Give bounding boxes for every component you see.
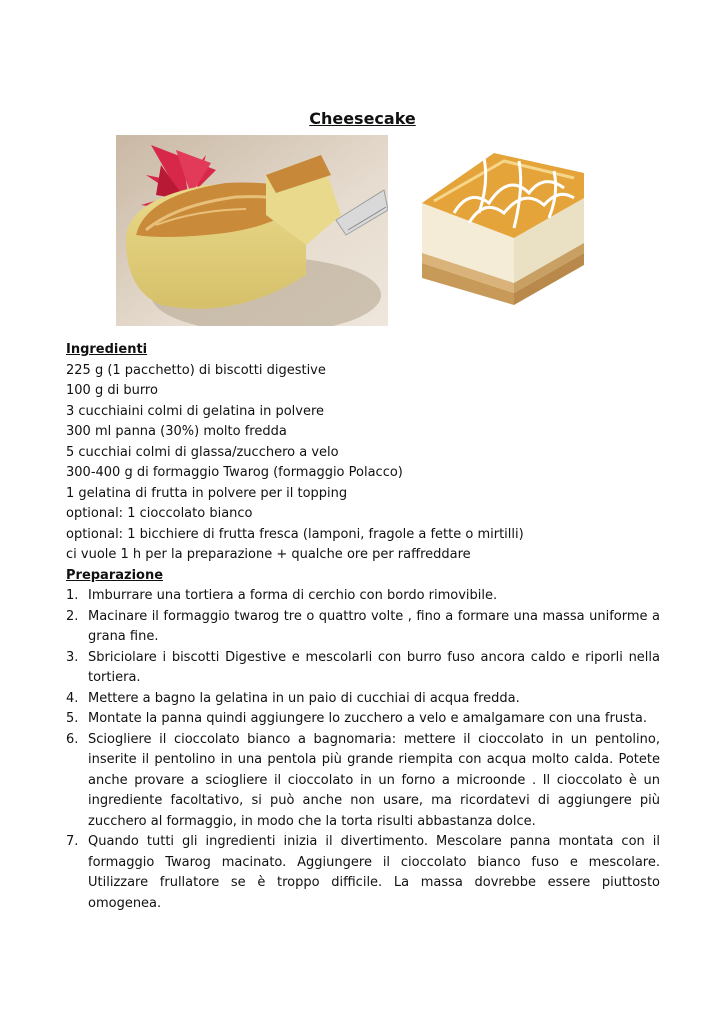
- step-item: [66, 832, 660, 914]
- ingredient-item: optional: 1 cioccolato bianco: [66, 506, 253, 521]
- step-item: [66, 730, 660, 833]
- ingredient-item: 300 ml panna (30%) molto fredda: [66, 424, 287, 439]
- ingredient-item: 100 g di burro: [66, 383, 158, 398]
- cheesecake-photo-slice: [414, 143, 592, 307]
- ingredients-list: [66, 361, 660, 566]
- step-number: 1.: [66, 588, 79, 603]
- step-number: 2.: [66, 608, 79, 624]
- ingredient-item: 225 g (1 pacchetto) di biscotti digestive: [66, 362, 326, 378]
- step-text: Macinare il formaggio twarog tre o quattro volte , fino a formare una massa uniforme a grana fine.: [88, 608, 660, 644]
- ingredients-heading: Ingredienti: [66, 342, 148, 357]
- step-number: 5.: [66, 711, 79, 726]
- ingredient-item: 3 cucchiaini colmi di gelatina in polvere: [66, 403, 325, 419]
- step-item: [66, 709, 660, 730]
- step-text: Quando tutti gli ingredienti inizia il divertimento. Mescolare panna montata con il formaggio Twarog macinato. Aggiungere il cioccolato bianco fuso e mescolare. Utilizzare frullatore se è troppo difficile. La massa dovrebbe essere piuttosto omogenea.: [88, 834, 660, 911]
- cheesecake-photo-whole: [116, 135, 388, 326]
- step-number: 4.: [66, 690, 79, 706]
- step-text: Sbriciolare i biscotti Digestive e mescolarli con burro fuso ancora caldo e riporli nella tortiera.: [88, 649, 660, 685]
- step-item: [66, 648, 660, 689]
- ingredient-item: 1 gelatina di frutta in polvere per il topping: [66, 485, 348, 501]
- step-number: 6.: [66, 731, 79, 747]
- step-text: Imburrare una tortiera a forma di cerchio con bordo rimovibile.: [88, 588, 498, 603]
- ingredient-item: ci vuole 1 h per la preparazione + qualche ore per raffreddare: [66, 547, 471, 562]
- step-text: Mettere a bagno la gelatina in un paio di cucchiai di acqua fredda.: [88, 690, 520, 706]
- step-item: [66, 689, 660, 710]
- preparation-steps: [66, 586, 660, 914]
- step-number: 7.: [66, 834, 79, 849]
- page-title: Cheesecake: [309, 109, 416, 128]
- ingredient-item: optional: 1 bicchiere di frutta fresca (lamponi, fragole a fette o mirtilli): [66, 526, 524, 542]
- recipe-content: [66, 340, 660, 914]
- step-item: [66, 607, 660, 648]
- step-item: [66, 586, 660, 607]
- ingredient-item: 300-400 g di formaggio Twarog (formaggio Polacco): [66, 465, 403, 480]
- step-text: Sciogliere il cioccolato bianco a bagnomaria: mettere il cioccolato in un pentolino, inserite il pentolino in una pentola più grande riempita con acqua molto calda. Potete anche provare a sciogliere il cioccolato in un forno a microonde . Il cioccolato è un ingrediente facoltativo, si può anche non usare, ma ricordatevi di aggiungere più zucchero al formaggio, in modo che la torta risulti abbastanza dolce.: [88, 731, 660, 829]
- preparation-heading: Preparazione: [66, 567, 164, 583]
- step-number: 3.: [66, 649, 79, 665]
- step-text: Montate la panna quindi aggiungere lo zucchero a velo e amalgamare con una frusta.: [88, 711, 648, 726]
- ingredient-item: 5 cucchiai colmi di glassa/zucchero a velo: [66, 444, 339, 460]
